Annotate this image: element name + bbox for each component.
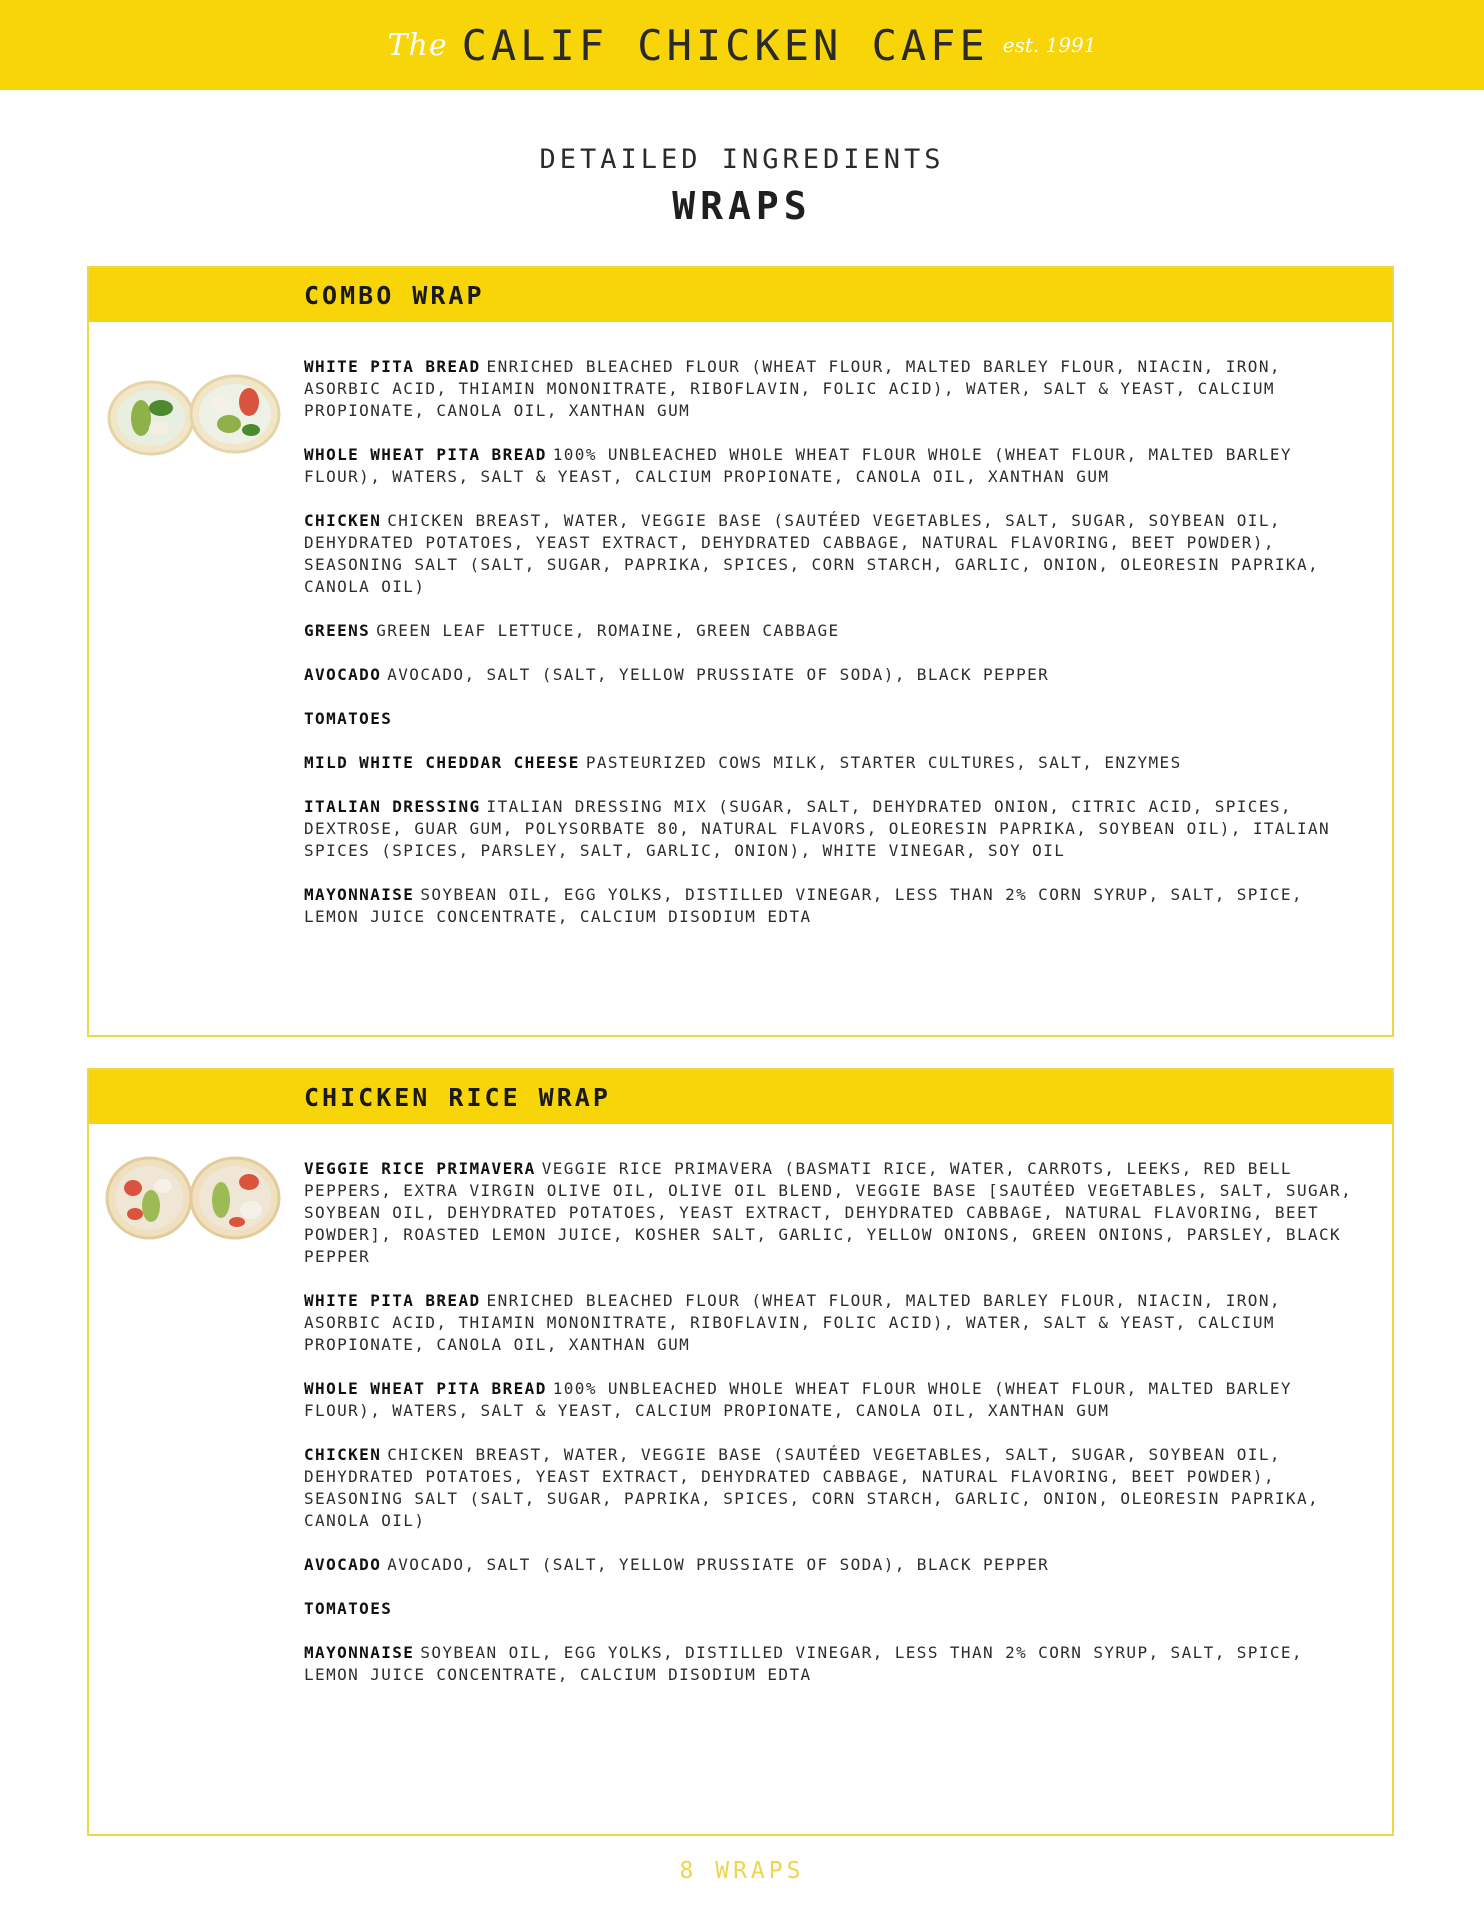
ingredient-name: VEGGIE RICE PRIMAVERA <box>304 1159 536 1178</box>
ingredient-name: ITALIAN DRESSING <box>304 797 481 816</box>
card-header <box>89 268 1392 322</box>
ingredient-description: ITALIAN DRESSING MIX (SUGAR, SALT, DEHYDRATED ONION, CITRIC ACID, SPICES, DEXTROSE, GUAR GUM, POLYSORBATE 80, NATURAL FLAVORS, OLEORESIN PAPRIKA, SOYBEAN OIL), ITALIAN SPICES (SPICES, PARSLEY, SALT, GARLIC, ONION), WHITE VINEGAR, SOY OIL <box>304 797 1331 860</box>
ingredient <box>304 620 1362 642</box>
ingredient-description: VEGGIE RICE PRIMAVERA (BASMATI RICE, WATER, CARROTS, LEEKS, RED BELL PEPPERS, EXTRA VIRGIN OLIVE OIL, OLIVE OIL BLEND, VEGGIE BASE [SAUTÉED VEGETABLES, SALT, SUGAR, SOYBEAN OIL, DEHYDRATED POTATOES, YEAST EXTRACT, DEHYDRATED CABBAGE, NATURAL FLAVORING, BEET POWDER], ROASTED LEMON JUICE, KOSHER SALT, GARLIC, YELLOW ONIONS, GREEN ONIONS, PARSLEY, BLACK PEPPER <box>304 1159 1353 1266</box>
ingredient-description: AVOCADO, SALT (SALT, YELLOW PRUSSIATE OF SODA), BLACK PEPPER <box>387 1555 1050 1574</box>
brand-name: CALIF CHICKEN CAFE <box>461 20 989 70</box>
ingredient <box>304 356 1362 422</box>
ingredient-description: GREEN LEAF LETTUCE, ROMAINE, GREEN CABBAGE <box>376 621 840 640</box>
page-number: 8 <box>679 1858 698 1884</box>
ingredient-description: ENRICHED BLEACHED FLOUR (WHEAT FLOUR, MALTED BARLEY FLOUR, NIACIN, IRON, ASORBIC ACID, THIAMIN MONONITRATE, RIBOFLAVIN, FOLIC ACID), WATER, SALT & YEAST, CALCIUM PROPIONATE, CANOLA OIL, XANTHAN GUM <box>304 1291 1281 1354</box>
ingredient <box>304 884 1362 928</box>
brand-logo <box>388 21 1097 70</box>
ingredient-description: 100% UNBLEACHED WHOLE WHEAT FLOUR WHOLE (WHEAT FLOUR, MALTED BARLEY FLOUR), WATERS, SALT & YEAST, CALCIUM PROPIONATE, CANOLA OIL, XANTHAN GUM <box>304 445 1292 486</box>
ingredient-description: AVOCADO, SALT (SALT, YELLOW PRUSSIATE OF SODA), BLACK PEPPER <box>387 665 1050 684</box>
ingredient-description: SOYBEAN OIL, EGG YOLKS, DISTILLED VINEGAR, LESS THAN 2% CORN SYRUP, SALT, SPICE, LEMON JUICE CONCENTRATE, CALCIUM DISODIUM EDTA <box>304 885 1303 926</box>
chicken-rice-wrap-photo <box>101 1152 285 1244</box>
ingredient-name: WHITE PITA BREAD <box>304 357 481 376</box>
ingredient <box>304 1598 1362 1620</box>
ingredient-name: AVOCADO <box>304 1555 382 1574</box>
ingredient-name: GREENS <box>304 621 371 640</box>
ingredient-name: TOMATOES <box>304 709 393 728</box>
ingredient <box>304 1378 1362 1422</box>
ingredient <box>304 752 1362 774</box>
card-title: COMBO WRAP <box>304 280 485 310</box>
ingredient-name: WHOLE WHEAT PITA BREAD <box>304 445 547 464</box>
ingredient-list <box>89 1124 1392 1728</box>
ingredient <box>304 510 1362 598</box>
ingredient-name: WHOLE WHEAT PITA BREAD <box>304 1379 547 1398</box>
ingredient <box>304 708 1362 730</box>
ingredient <box>304 1290 1362 1356</box>
footer-section-label: WRAPS <box>715 1858 805 1884</box>
ingredient-name: AVOCADO <box>304 665 382 684</box>
ingredient-name: WHITE PITA BREAD <box>304 1291 481 1310</box>
ingredient <box>304 1642 1362 1686</box>
ingredient-name: CHICKEN <box>304 1445 382 1464</box>
brand-header-bar <box>0 0 1484 90</box>
ingredient <box>304 1444 1362 1532</box>
page-footer <box>0 1858 1484 1884</box>
menu-item-card-chicken-rice-wrap <box>87 1068 1394 1836</box>
ingredient-description: PASTEURIZED COWS MILK, STARTER CULTURES, SALT, ENZYMES <box>585 753 1182 772</box>
card-header <box>89 1070 1392 1124</box>
ingredient-name: MAYONNAISE <box>304 885 415 904</box>
ingredient <box>304 1554 1362 1576</box>
ingredient-description: CHICKEN BREAST, WATER, VEGGIE BASE (SAUTÉED VEGETABLES, SALT, SUGAR, SOYBEAN OIL, DEHYDRATED POTATOES, YEAST EXTRACT, DEHYDRATED CABBAGE, NATURAL FLAVORING, BEET POWDER), SEASONING SALT (SALT, SUGAR, PAPRIKA, SPICES, CORN STARCH, GARLIC, ONION, OLEORESIN PAPRIKA, CANOLA OIL) <box>304 511 1320 596</box>
ingredient-name: MILD WHITE CHEDDAR CHEESE <box>304 753 580 772</box>
ingredient-description: ENRICHED BLEACHED FLOUR (WHEAT FLOUR, MALTED BARLEY FLOUR, NIACIN, IRON, ASORBIC ACID, THIAMIN MONONITRATE, RIBOFLAVIN, FOLIC ACID), WATER, SALT & YEAST, CALCIUM PROPIONATE, CANOLA OIL, XANTHAN GUM <box>304 357 1281 420</box>
ingredient <box>304 664 1362 686</box>
combo-wrap-photo <box>101 368 285 460</box>
ingredient-description: 100% UNBLEACHED WHOLE WHEAT FLOUR WHOLE (WHEAT FLOUR, MALTED BARLEY FLOUR), WATERS, SALT & YEAST, CALCIUM PROPIONATE, CANOLA OIL, XANTHAN GUM <box>304 1379 1292 1420</box>
ingredient <box>304 444 1362 488</box>
ingredient-name: TOMATOES <box>304 1599 393 1618</box>
ingredient <box>304 1158 1362 1268</box>
menu-item-card-combo-wrap <box>87 266 1394 1037</box>
page-subtitle: DETAILED INGREDIENTS <box>539 144 945 175</box>
card-title: CHICKEN RICE WRAP <box>304 1082 611 1112</box>
brand-the: The <box>387 27 448 63</box>
ingredient <box>304 796 1362 862</box>
ingredient-name: CHICKEN <box>304 511 382 530</box>
ingredient-description: SOYBEAN OIL, EGG YOLKS, DISTILLED VINEGAR, LESS THAN 2% CORN SYRUP, SALT, SPICE, LEMON JUICE CONCENTRATE, CALCIUM DISODIUM EDTA <box>304 1643 1303 1684</box>
brand-established: est. 1991 <box>1002 33 1097 57</box>
ingredient-list <box>89 322 1392 970</box>
ingredient-description: CHICKEN BREAST, WATER, VEGGIE BASE (SAUTÉED VEGETABLES, SALT, SUGAR, SOYBEAN OIL, DEHYDRATED POTATOES, YEAST EXTRACT, DEHYDRATED CABBAGE, NATURAL FLAVORING, BEET POWDER), SEASONING SALT (SALT, SUGAR, PAPRIKA, SPICES, CORN STARCH, GARLIC, ONION, OLEORESIN PAPRIKA, CANOLA OIL) <box>304 1445 1320 1530</box>
page-title: WRAPS <box>672 184 812 228</box>
ingredient-name: MAYONNAISE <box>304 1643 415 1662</box>
